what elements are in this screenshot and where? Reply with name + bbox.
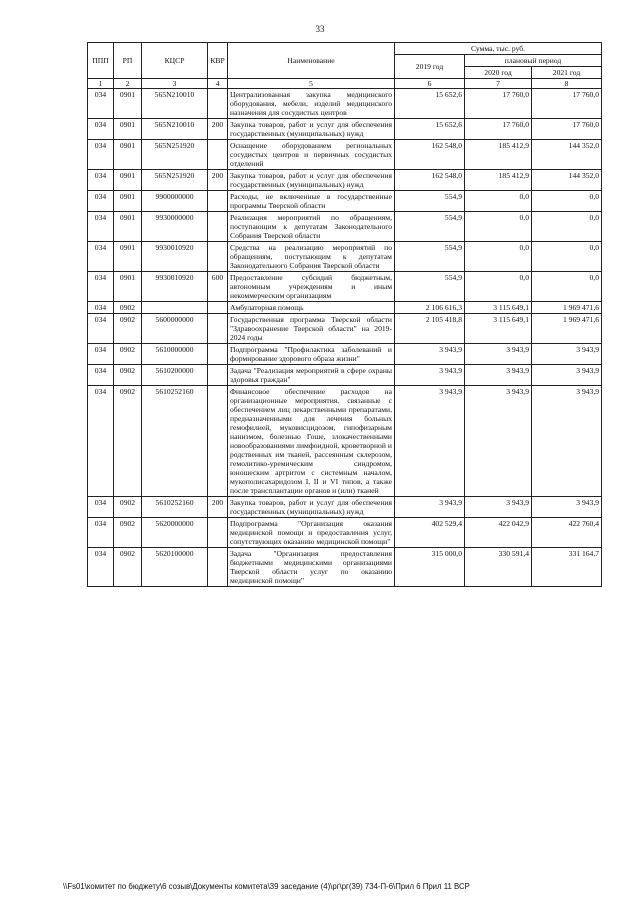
cell-name: Средства на реализацию мероприятий по обращениям, поступающим к депутатам Законодательного Собрания Тверской области <box>228 242 395 272</box>
cell-2021: 3 943,9 <box>532 386 602 497</box>
cell-2021: 17 760,0 <box>532 89 602 119</box>
cell-2019: 3 943,9 <box>395 386 465 497</box>
cell-kvr <box>208 212 228 242</box>
cell-name: Амбулаторная помощь <box>228 302 395 314</box>
cell-ppp: 034 <box>88 242 114 272</box>
cell-name: Государственная программа Тверской области "Здравоохранение Тверской области" на 2019-2024 годы <box>228 314 395 344</box>
cell-ppp: 034 <box>88 386 114 497</box>
cell-kcsr: 5610000000 <box>142 344 208 365</box>
cell-kvr <box>208 191 228 212</box>
cell-2019: 402 529,4 <box>395 518 465 548</box>
cell-2021: 331 164,7 <box>532 548 602 587</box>
cell-kcsr: 9930010920 <box>142 272 208 302</box>
cell-rp: 0901 <box>114 212 142 242</box>
cell-rp: 0901 <box>114 89 142 119</box>
cell-2019: 162 548,0 <box>395 170 465 191</box>
cell-rp: 0901 <box>114 119 142 140</box>
header-plan-period: плановый период <box>465 55 602 67</box>
cell-2020: 422 042,9 <box>465 518 532 548</box>
cell-2020: 185 412,9 <box>465 140 532 170</box>
cell-2019: 554,9 <box>395 242 465 272</box>
header-name: Наименование <box>228 43 395 79</box>
column-number: 6 <box>395 79 465 89</box>
cell-kcsr: 565N210010 <box>142 119 208 140</box>
cell-2020: 3 943,9 <box>465 365 532 386</box>
cell-2021: 0,0 <box>532 191 602 212</box>
cell-2019: 15 652,6 <box>395 89 465 119</box>
cell-kvr <box>208 548 228 587</box>
cell-2021: 3 943,9 <box>532 365 602 386</box>
cell-name: Закупка товаров, работ и услуг для обеспечения государственных (муниципальных) нужд <box>228 170 395 191</box>
table-body <box>88 89 602 587</box>
cell-rp: 0901 <box>114 242 142 272</box>
cell-name: Предоставление субсидий бюджетным, автономным учреждениям и иным некоммерческим организациям <box>228 272 395 302</box>
cell-ppp: 034 <box>88 89 114 119</box>
cell-2020: 3 115 649,1 <box>465 302 532 314</box>
cell-2020: 0,0 <box>465 191 532 212</box>
cell-2019: 554,9 <box>395 272 465 302</box>
cell-ppp: 034 <box>88 302 114 314</box>
table-row <box>88 386 602 497</box>
cell-kcsr: 5610200000 <box>142 365 208 386</box>
table-row <box>88 365 602 386</box>
cell-kvr <box>208 140 228 170</box>
table-row <box>88 314 602 344</box>
cell-name: Подпрограмма "Профилактика заболеваний и формирование здорового образа жизни" <box>228 344 395 365</box>
cell-ppp: 034 <box>88 548 114 587</box>
cell-2019: 15 652,6 <box>395 119 465 140</box>
cell-ppp: 034 <box>88 314 114 344</box>
column-number: 7 <box>465 79 532 89</box>
cell-name: Реализация мероприятий по обращениям, поступающим к депутатам Законодательного Собрания Тверской области <box>228 212 395 242</box>
table-row <box>88 89 602 119</box>
cell-kvr <box>208 344 228 365</box>
column-number: 2 <box>114 79 142 89</box>
cell-rp: 0902 <box>114 518 142 548</box>
header-2020: 2020 год <box>465 67 532 79</box>
cell-ppp: 034 <box>88 365 114 386</box>
cell-2021: 1 969 471,6 <box>532 302 602 314</box>
table-row <box>88 242 602 272</box>
cell-kvr: 200 <box>208 119 228 140</box>
cell-ppp: 034 <box>88 272 114 302</box>
table-row <box>88 140 602 170</box>
cell-kvr: 200 <box>208 497 228 518</box>
cell-2019: 554,9 <box>395 212 465 242</box>
cell-kcsr: 5610252160 <box>142 497 208 518</box>
cell-kvr <box>208 518 228 548</box>
cell-2021: 144 352,0 <box>532 140 602 170</box>
cell-rp: 0901 <box>114 272 142 302</box>
table-row <box>88 497 602 518</box>
cell-2019: 3 943,9 <box>395 497 465 518</box>
table-row <box>88 548 602 587</box>
cell-2021: 17 760,0 <box>532 119 602 140</box>
header-ppp: ППП <box>88 43 114 79</box>
cell-2019: 3 943,9 <box>395 344 465 365</box>
cell-kvr <box>208 89 228 119</box>
column-number: 5 <box>228 79 395 89</box>
column-number: 1 <box>88 79 114 89</box>
cell-name: Закупка товаров, работ и услуг для обеспечения государственных (муниципальных) нужд <box>228 497 395 518</box>
cell-rp: 0901 <box>114 140 142 170</box>
cell-kcsr: 5600000000 <box>142 314 208 344</box>
cell-rp: 0902 <box>114 497 142 518</box>
column-number: 8 <box>532 79 602 89</box>
header-2019: 2019 год <box>395 55 465 79</box>
cell-2020: 0,0 <box>465 242 532 272</box>
cell-2020: 0,0 <box>465 212 532 242</box>
cell-kcsr <box>142 302 208 314</box>
cell-2020: 330 591,4 <box>465 548 532 587</box>
cell-2019: 3 943,9 <box>395 365 465 386</box>
cell-kcsr: 565N251920 <box>142 170 208 191</box>
cell-2019: 2 105 418,8 <box>395 314 465 344</box>
cell-kcsr: 5620100000 <box>142 548 208 587</box>
cell-name: Централизованная закупка медицинского оборудования, мебели, изделий медицинского назначения для сосудистых центров <box>228 89 395 119</box>
cell-kcsr: 565N210010 <box>142 89 208 119</box>
cell-kvr <box>208 302 228 314</box>
cell-2019: 554,9 <box>395 191 465 212</box>
cell-kvr <box>208 365 228 386</box>
cell-name: Финансовое обеспечение расходов на организационные мероприятия, связанные с обеспечением лиц лекарственными препаратами, предназначенными для лечения больных гемофилией, муковисцидозом, гипофизарным нанизмом, болезнью Гоше, злокачественными новообразованиями лимфоидной, кроветворной и родственных им тканей, рассеянным склерозом, гемолитико-уремическим синдромом, юношеским артритом с системным началом, мукополисахаридозом I, II и VI типов, а также после трансплантации органов и (или) тканей <box>228 386 395 497</box>
header-kcsr: КЦСР <box>142 43 208 79</box>
cell-ppp: 034 <box>88 170 114 191</box>
cell-kvr <box>208 242 228 272</box>
cell-kvr <box>208 314 228 344</box>
cell-kvr <box>208 386 228 497</box>
cell-name: Задача "Организация предоставления бюджетными медицинскими организациями Тверской области услуг по оказанию медицинской помощи" <box>228 548 395 587</box>
cell-ppp: 034 <box>88 191 114 212</box>
cell-2021: 0,0 <box>532 212 602 242</box>
table-row <box>88 170 602 191</box>
cell-ppp: 034 <box>88 119 114 140</box>
cell-2020: 185 412,9 <box>465 170 532 191</box>
cell-2019: 2 106 616,3 <box>395 302 465 314</box>
cell-2021: 0,0 <box>532 272 602 302</box>
table-row <box>88 191 602 212</box>
cell-rp: 0901 <box>114 170 142 191</box>
cell-ppp: 034 <box>88 344 114 365</box>
cell-kvr: 200 <box>208 170 228 191</box>
cell-2021: 422 760,4 <box>532 518 602 548</box>
cell-2020: 17 760,0 <box>465 89 532 119</box>
page-number: 33 <box>315 24 325 34</box>
cell-rp: 0902 <box>114 344 142 365</box>
cell-rp: 0901 <box>114 191 142 212</box>
table-row <box>88 302 602 314</box>
table-row <box>88 344 602 365</box>
column-numbers-row <box>88 79 602 89</box>
cell-kcsr: 565N251920 <box>142 140 208 170</box>
table-row <box>88 212 602 242</box>
cell-2019: 162 548,0 <box>395 140 465 170</box>
cell-2021: 0,0 <box>532 242 602 272</box>
cell-rp: 0902 <box>114 302 142 314</box>
cell-kcsr: 9930010920 <box>142 242 208 272</box>
cell-kcsr: 9900000000 <box>142 191 208 212</box>
cell-ppp: 034 <box>88 140 114 170</box>
cell-2021: 3 943,9 <box>532 497 602 518</box>
cell-ppp: 034 <box>88 212 114 242</box>
table-row <box>88 518 602 548</box>
table-row <box>88 119 602 140</box>
cell-ppp: 034 <box>88 518 114 548</box>
cell-name: Подпрограмма "Организация оказания медицинской помощи и предоставления услуг, сопутствующих оказанию медицинской помощи" <box>228 518 395 548</box>
header-2021: 2021 год <box>532 67 602 79</box>
cell-name: Закупка товаров, работ и услуг для обеспечения государственных (муниципальных) нужд <box>228 119 395 140</box>
cell-kcsr: 9930000000 <box>142 212 208 242</box>
table-header <box>88 43 602 89</box>
cell-2020: 17 760,0 <box>465 119 532 140</box>
cell-kcsr: 5620000000 <box>142 518 208 548</box>
footer-file-path: \\Fs01\комитет по бюджету\6 созыв\Документы комитета\39 заседание (4)\рг\рг(39) 734-П-6\Прил 6 Прил 11 ВСР <box>63 882 470 891</box>
column-number: 4 <box>208 79 228 89</box>
table-row <box>88 272 602 302</box>
column-number: 3 <box>142 79 208 89</box>
cell-name: Оснащение оборудованием региональных сосудистых центров и первичных сосудистых отделений <box>228 140 395 170</box>
cell-2020: 3 943,9 <box>465 497 532 518</box>
cell-2020: 3 943,9 <box>465 386 532 497</box>
cell-2020: 3 943,9 <box>465 344 532 365</box>
cell-rp: 0902 <box>114 386 142 497</box>
header-kvr: КВР <box>208 43 228 79</box>
cell-name: Задача "Реализация мероприятий в сфере охраны здоровья граждан" <box>228 365 395 386</box>
header-rp: РП <box>114 43 142 79</box>
cell-2021: 3 943,9 <box>532 344 602 365</box>
cell-rp: 0902 <box>114 548 142 587</box>
budget-table <box>87 42 602 587</box>
cell-2021: 1 969 471,6 <box>532 314 602 344</box>
cell-2020: 0,0 <box>465 272 532 302</box>
cell-kcsr: 5610252160 <box>142 386 208 497</box>
cell-kvr: 600 <box>208 272 228 302</box>
cell-name: Расходы, не включенные в государственные программы Тверской области <box>228 191 395 212</box>
cell-2019: 315 000,0 <box>395 548 465 587</box>
cell-rp: 0902 <box>114 314 142 344</box>
header-sum: Сумма, тыс. руб. <box>395 43 602 55</box>
cell-rp: 0902 <box>114 365 142 386</box>
cell-ppp: 034 <box>88 497 114 518</box>
cell-2021: 144 352,0 <box>532 170 602 191</box>
cell-2020: 3 115 649,1 <box>465 314 532 344</box>
